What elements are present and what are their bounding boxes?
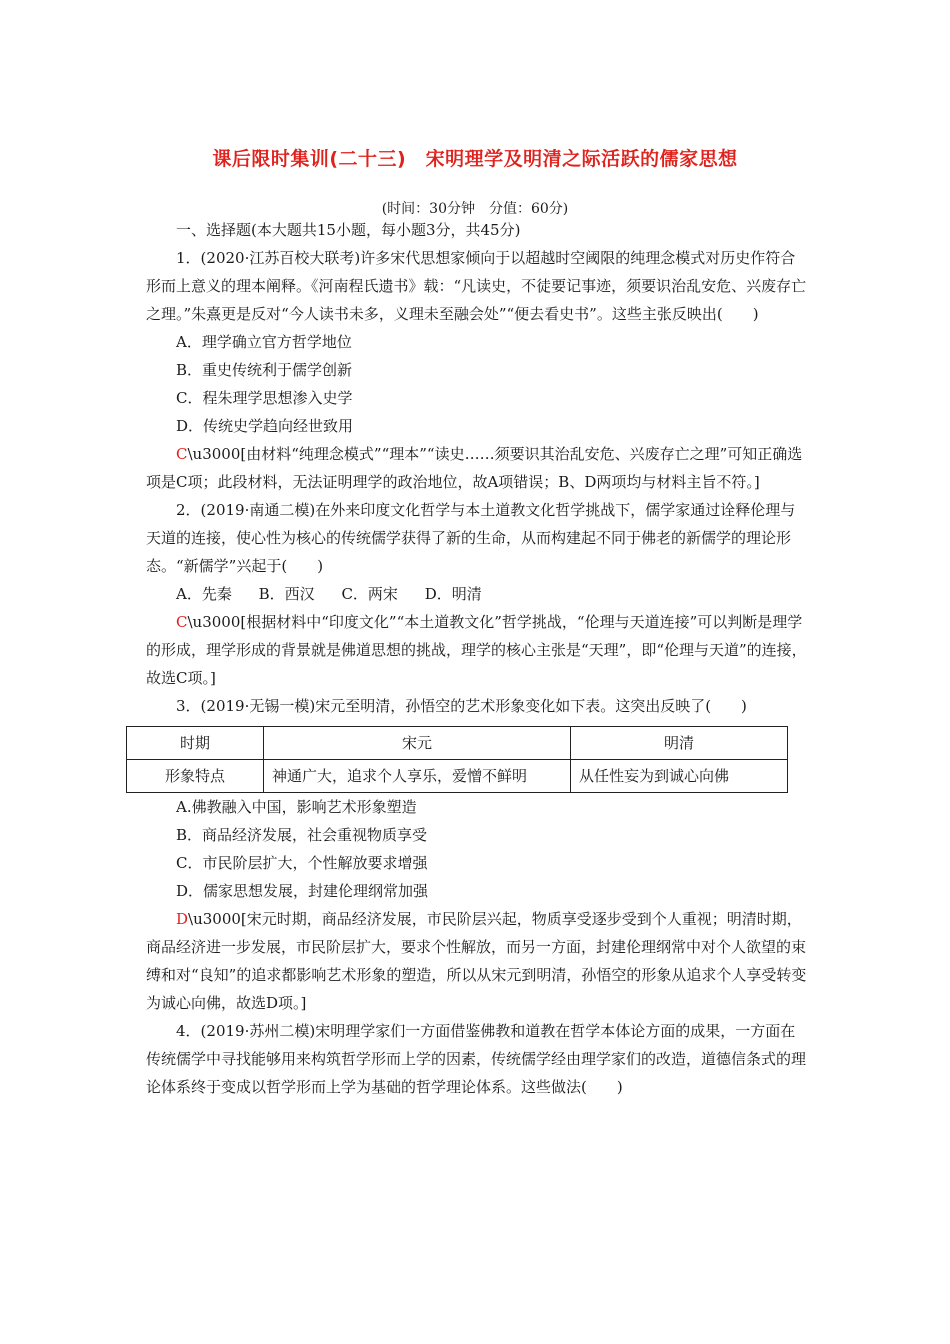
question-2-options [146,580,808,608]
table-cell: 从任性妄为到诚心向佛 [571,760,788,793]
question-4-stem: 4．(2019·苏州二模)宋明理学家们一方面借鉴佛教和道教在哲学本体论方面的成果，一方面在传统儒学中寻找能够用来构筑哲学形而上学的因素，传统儒学经由理学家们的改造，道德信条式的理论体系终于变成以哲学形而上学为基础的哲学理论体系。这些做法( ) [146,1022,807,1096]
question-1-answer: C [176,445,188,463]
question-1-option-c: C．程朱理学思想渗入史学 [176,389,353,407]
table-header-cell: 宋元 [264,727,571,760]
question-3-explanation-text: [宋元时期，商品经济发展，市民阶层兴起，物质享受逐步受到个人重视；明清时期，商品经济进一步发展，市民阶层扩大，要求个性解放，而另一方面，封建伦理纲常中对个人欲望的束缚和对“良知”的追求都影响艺术形象的塑造，所以从宋元到明清，孙悟空的形象从追求个人享受转变为诚心向佛，故选D项。] [146,910,807,1012]
question-2-answer: C [176,613,188,631]
document-body [146,216,808,1101]
table-header-cell: 明清 [571,727,788,760]
question-1-explanation-text: [由材料“纯理念模式”“理本”“读史……须要识其治乱安危、兴废存亡之理”可知正确选项是C项；此段材料，无法证明理学的政治地位，故A项错误；B、D两项均与材料主旨不符。] [146,445,803,491]
question-3-stem: 3．(2019·无锡一模)宋元至明清，孙悟空的艺术形象变化如下表。这突出反映了( ) [176,697,747,715]
question-2-option-c: C．两宋 [341,585,398,603]
table-row [127,727,788,760]
question-1-option-b: B．重史传统利于儒学创新 [176,361,353,379]
question-3-explanation: D\u3000[宋元时期，商品经济发展，市民阶层兴起，物质享受逐步受到个人重视；明清时期，商品经济进一步发展，市民阶层扩大，要求个性解放，而另一方面，封建伦理纲常中对个人欲望的束缚和对“良知”的追求都影响艺术形象的塑造，所以从宋元到明清，孙悟空的形象从追求个人享受转变为诚心向佛，故选D项。] [146,910,807,1012]
table-cell: 神通广大，追求个人享乐，爱憎不鲜明 [264,760,571,793]
question-3-table [126,726,788,793]
question-2-explanation: C\u3000[根据材料中“印度文化”“本土道教文化”哲学挑战，“伦理与天道连接”可以判断是理学的形成，理学形成的背景就是佛道思想的挑战，理学的核心主张是“天理”，即“伦理与天道”的连接，故选C项。] [146,613,807,687]
question-1-explanation: C\u3000[由材料“纯理念模式”“理本”“读史……须要识其治乱安危、兴废存亡之理”可知正确选项是C项；此段材料，无法证明理学的政治地位，故A项错误；B、D两项均与材料主旨不符。] [146,445,803,491]
question-3-answer: D [176,910,189,928]
question-1-option-d: D．传统史学趋向经世致用 [176,417,354,435]
question-1-stem: 1．(2020·江苏百校大联考)许多宋代思想家倾向于以超越时空阈限的纯理念模式对历史作符合形而上意义的理本阐释。《河南程氏遗书》载：“凡读史，不徒要记事迹，须要识治乱安危、兴废存亡之理。”朱熹更是反对“今人读书未多，义理未至融会处”“便去看史书”。这些主张反映出( ) [146,249,807,323]
table-row [127,760,788,793]
question-2-option-a: A．先秦 [176,585,232,603]
question-3-option-d: D．儒家思想发展，封建伦理纲常加强 [176,882,429,900]
question-1-option-a: A．理学确立官方哲学地位 [176,333,352,351]
table-header-cell: 时期 [127,727,264,760]
question-2-option-d: D．明清 [424,585,482,603]
question-2-option-b: B．西汉 [258,585,315,603]
question-3-option-c: C．市民阶层扩大，个性解放要求增强 [176,854,428,872]
question-3-option-a: A.佛教融入中国，影响艺术形象塑造 [176,798,417,816]
exam-meta: (时间：30分钟 分值：60分) [381,201,569,217]
table-cell: 形象特点 [127,760,264,793]
question-2-stem: 2．(2019·南通二模)在外来印度文化哲学与本土道教文化哲学挑战下，儒学家通过诠释伦理与天道的连接，使心性为核心的传统儒学获得了新的生命，从而构建起不同于佛老的新儒学的理论形态。“新儒学”兴起于( ) [146,501,796,575]
question-2-explanation-text: [根据材料中“印度文化”“本土道教文化”哲学挑战，“伦理与天道连接”可以判断是理学的形成，理学形成的背景就是佛道思想的挑战，理学的核心主张是“天理”，即“伦理与天道”的连接，故选C项。] [146,613,807,687]
question-3-option-b: B．商品经济发展，社会重视物质享受 [176,826,428,844]
section-heading: 一、选择题(本大题共15小题，每小题3分，共45分) [176,221,521,239]
page-title: 课后限时集训(二十三) 宋明理学及明清之际活跃的儒家思想 [212,148,738,170]
